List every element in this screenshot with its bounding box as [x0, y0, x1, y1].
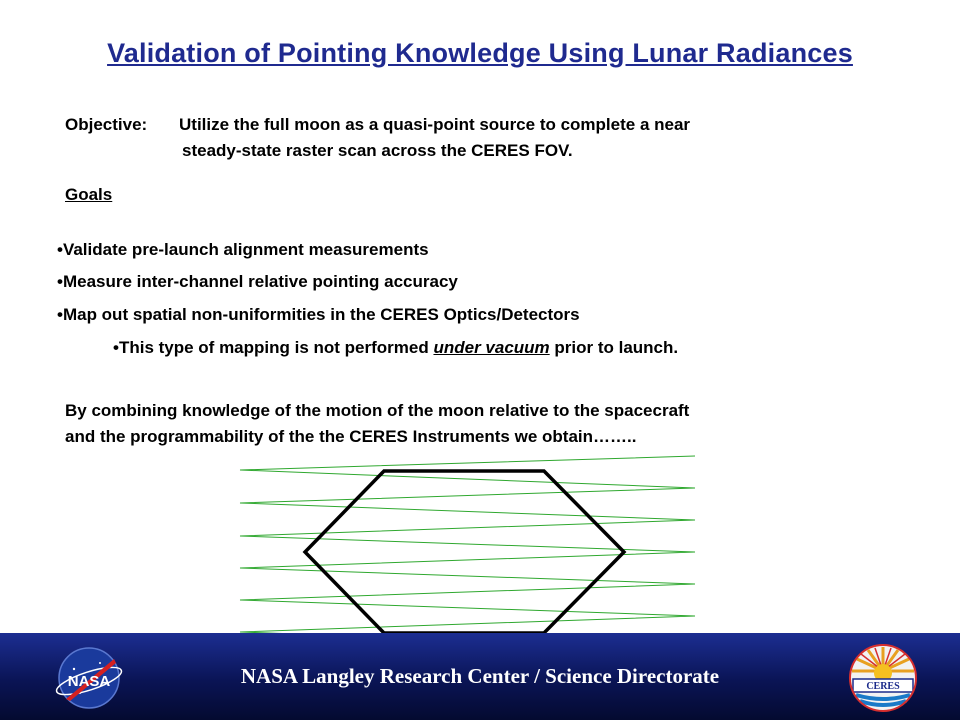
- footer-text: NASA Langley Research Center / Science Directorate: [240, 664, 720, 688]
- slide-title: Validation of Pointing Knowledge Using Lunar Radiances: [107, 38, 853, 68]
- scan-zigzag: [240, 456, 695, 648]
- svg-text:NASA: NASA: [67, 673, 111, 690]
- svg-text:CERES: CERES: [866, 681, 900, 692]
- footer-bar: [0, 633, 960, 720]
- objective-label: Objective:: [65, 115, 148, 134]
- sub-bullet-tail: prior to launch.: [549, 338, 679, 357]
- objective-text-1: Utilize the full moon as a quasi-point source to complete a near: [179, 115, 691, 134]
- objective-line-2: steady-state raster scan across the CERES FOV.: [182, 141, 573, 160]
- combining-line-2: and the programmability of the the CERES Instruments we obtain……..: [65, 427, 637, 446]
- goal-bullet: •Map out spatial non-uniformities in the CERES Optics/Detectors: [57, 305, 580, 324]
- scan-path: [240, 456, 695, 648]
- ceres-logo-icon: [848, 643, 918, 713]
- sub-bullet-text: •This type of mapping is not performed: [113, 338, 434, 357]
- goal-bullet: •Validate pre-launch alignment measurements: [57, 240, 429, 259]
- goal-bullet: •Measure inter-channel relative pointing accuracy: [57, 272, 458, 291]
- goals-heading: Goals: [65, 185, 113, 204]
- sub-bullet-emphasis: under vacuum: [433, 338, 550, 357]
- combining-line-1: By combining knowledge of the motion of the moon relative to the spacecraft: [65, 401, 690, 420]
